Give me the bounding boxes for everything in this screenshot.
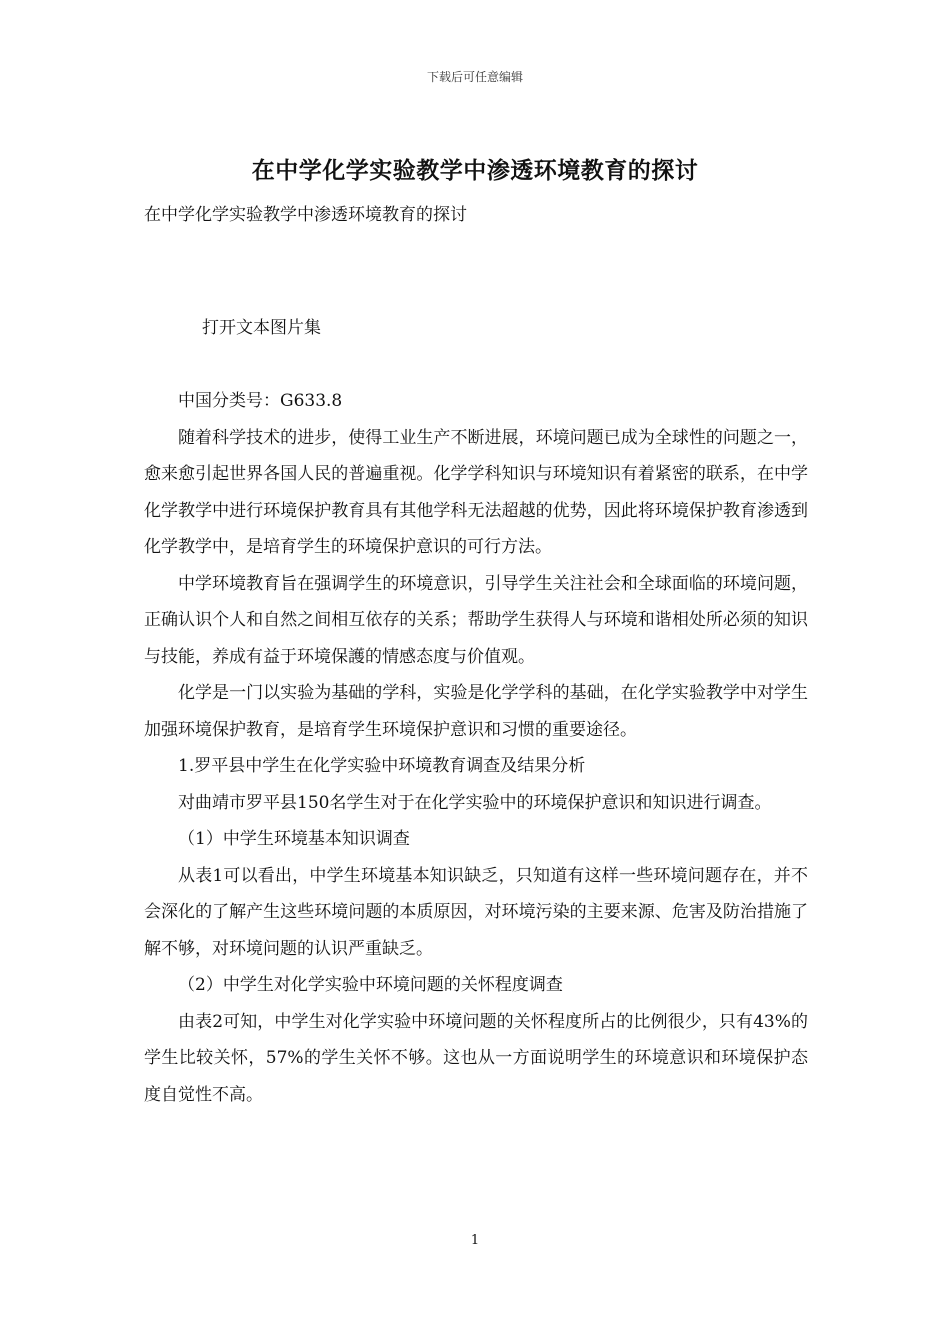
document-title: 在中学化学实验教学中渗透环境教育的探讨 <box>251 157 699 184</box>
document-subtitle: 在中学化学实验教学中渗透环境教育的探讨 <box>144 205 467 225</box>
subsection-heading: （1）中学生环境基本知识调查 <box>178 829 410 849</box>
document-body <box>144 383 808 1113</box>
subsection-heading: （2）中学生对化学实验中环境问题的关怀程度调查 <box>178 975 563 995</box>
paragraph: 随着科学技术的进步，使得工业生产不断进展，环境问题已成为全球性的问题之一，愈来愈引起世界各国人民的普遍重视。化学学科知识与环境知识有着紧密的联系，在中学化学教学中进行环境保护教育具有其他学科无法超越的优势，因此将环境保护教育渗透到化学教学中，是培育学生的环境保护意识的可行方法。 <box>144 427 808 557</box>
paragraph: 由表2可知，中学生对化学实验中环境问题的关怀程度所占的比例很少，只有43%的学生比较关怀，57%的学生关怀不够。这也从一方面说明学生的环境意识和环境保护态度自觉性不高。 <box>144 1011 808 1105</box>
section-heading: 1.罗平县中学生在化学实验中环境教育调查及结果分析 <box>178 756 586 776</box>
paragraph: 对曲靖市罗平县150名学生对于在化学实验中的环境保护意识和知识进行调查。 <box>178 792 772 813</box>
page-header: 下载后可任意编辑 <box>426 70 523 84</box>
paragraph: 化学是一门以实验为基础的学科，实验是化学学科的基础，在化学实验教学中对学生加强环境保护教育，是培育学生环境保护意识和习惯的重要途径。 <box>144 683 808 740</box>
paragraph: 中学环境教育旨在强调学生的环境意识，引导学生关注社会和全球面临的环境问题，正确认识个人和自然之间相互依存的关系；帮助学生获得人与环境和谐相处所必须的知识与技能，养成有益于环境保護的情感态度与价值观。 <box>144 573 808 667</box>
paragraph: 从表1可以看出，中学生环境基本知识缺乏，只知道有这样一些环境问题存在，并不会深化的了解产生这些环境问题的本质原因，对环境污染的主要来源、危害及防治措施了解不够，对环境问题的认识严重缺乏。 <box>144 865 808 959</box>
classification-number: 中国分类号：G633.8 <box>178 391 343 411</box>
page-number: 1 <box>470 1233 480 1248</box>
open-image-gallery-link[interactable]: 打开文本图片集 <box>202 318 321 338</box>
